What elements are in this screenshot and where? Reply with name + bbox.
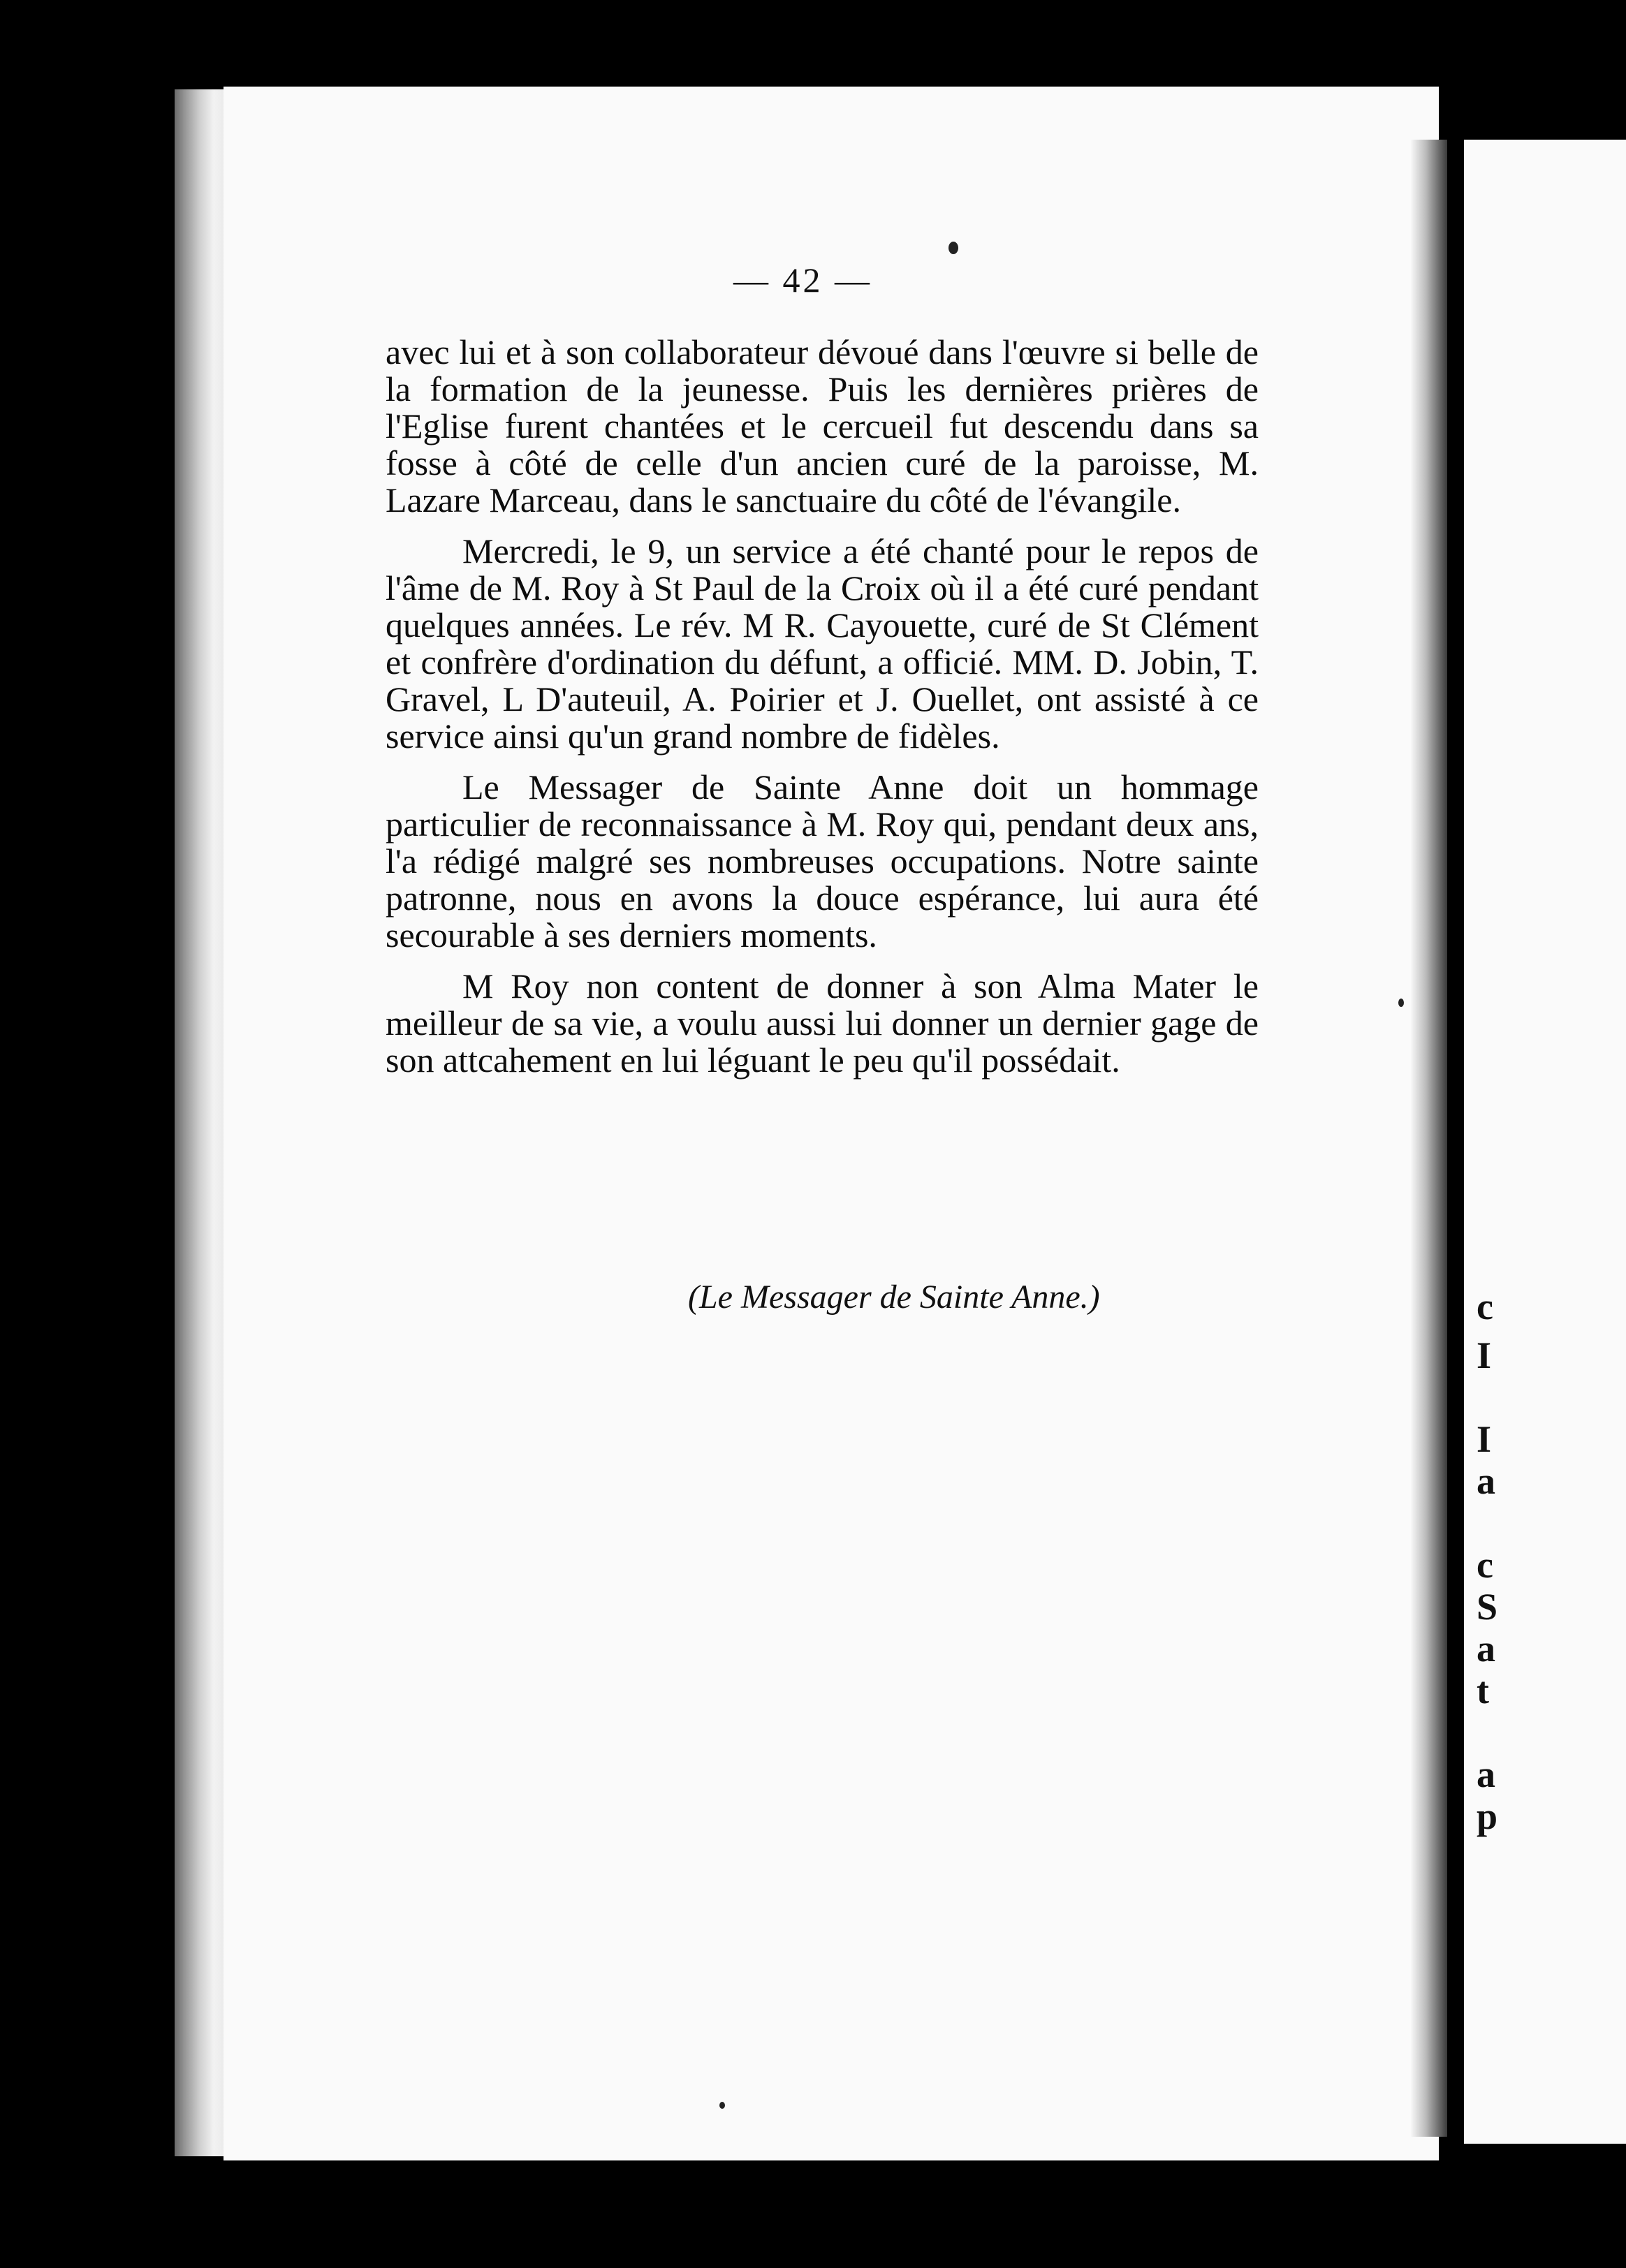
- paragraph: Mercredi, le 9, un service a été chanté pour le repos de l'âme de M. Roy à St Paul de la Croix où il a été curé pendant quelques années. Le rév. M R. Cayouette, curé de St Clément et confrère d'ordination du défunt, a officié. MM. D. Jobin, T. Gravel, L D'auteuil, A. Poirier et J. Ouellet, ont assisté à ce service ainsi qu'un grand nombre de fidèles.: [386, 531, 1259, 756]
- adjacent-page-fragment: I: [1477, 1334, 1492, 1376]
- adjacent-page-fragment: a: [1477, 1628, 1495, 1670]
- scan-speck: [948, 242, 958, 254]
- page-number: — 42 —: [733, 260, 872, 300]
- source-attribution: (Le Messager de Sainte Anne.): [688, 1279, 1100, 1316]
- adjacent-page-fragment: c: [1477, 1286, 1493, 1327]
- page-edge-shadow: [1411, 140, 1447, 2137]
- book-binding: [175, 89, 230, 2156]
- adjacent-page-fragment: c: [1477, 1544, 1493, 1586]
- body-text: [386, 334, 1259, 1079]
- paragraph: avec lui et à son collaborateur dévoué dans l'œuvre si belle de la formation de la jeunesse. Puis les dernières prières de l'Eglise furent chantées et le cercueil fut descendu dans sa fosse à côté de celle d'un ancien curé de la paroisse, M. Lazare Marceau, dans le sanctuaire du côté de l'évangile.: [386, 332, 1259, 520]
- scan-speck: [719, 2102, 725, 2109]
- adjacent-page: [1464, 140, 1626, 2144]
- adjacent-page-fragment: a: [1477, 1460, 1495, 1502]
- adjacent-page-fragment: I: [1477, 1418, 1492, 1460]
- adjacent-page-fragment: p: [1477, 1795, 1498, 1837]
- adjacent-page-fragment: a: [1477, 1753, 1495, 1795]
- paragraph: Le Messager de Sainte Anne doit un hommage particulier de reconnaissance à M. Roy qui, pendant deux ans, l'a rédigé malgré ses nombreuses occupations. Notre sainte patronne, nous en avons la douce espérance, lui aura été secourable à ses derniers moments.: [386, 767, 1259, 955]
- adjacent-page-fragment: S: [1477, 1586, 1498, 1628]
- adjacent-page-fragment: t: [1477, 1670, 1489, 1711]
- paragraph: M Roy non content de donner à son Alma Mater le meilleur de sa vie, a voulu aussi lui donner un dernier gage de son attcahement en lui léguant le peu qu'il possédait.: [386, 966, 1259, 1080]
- scan-speck: [1398, 999, 1404, 1007]
